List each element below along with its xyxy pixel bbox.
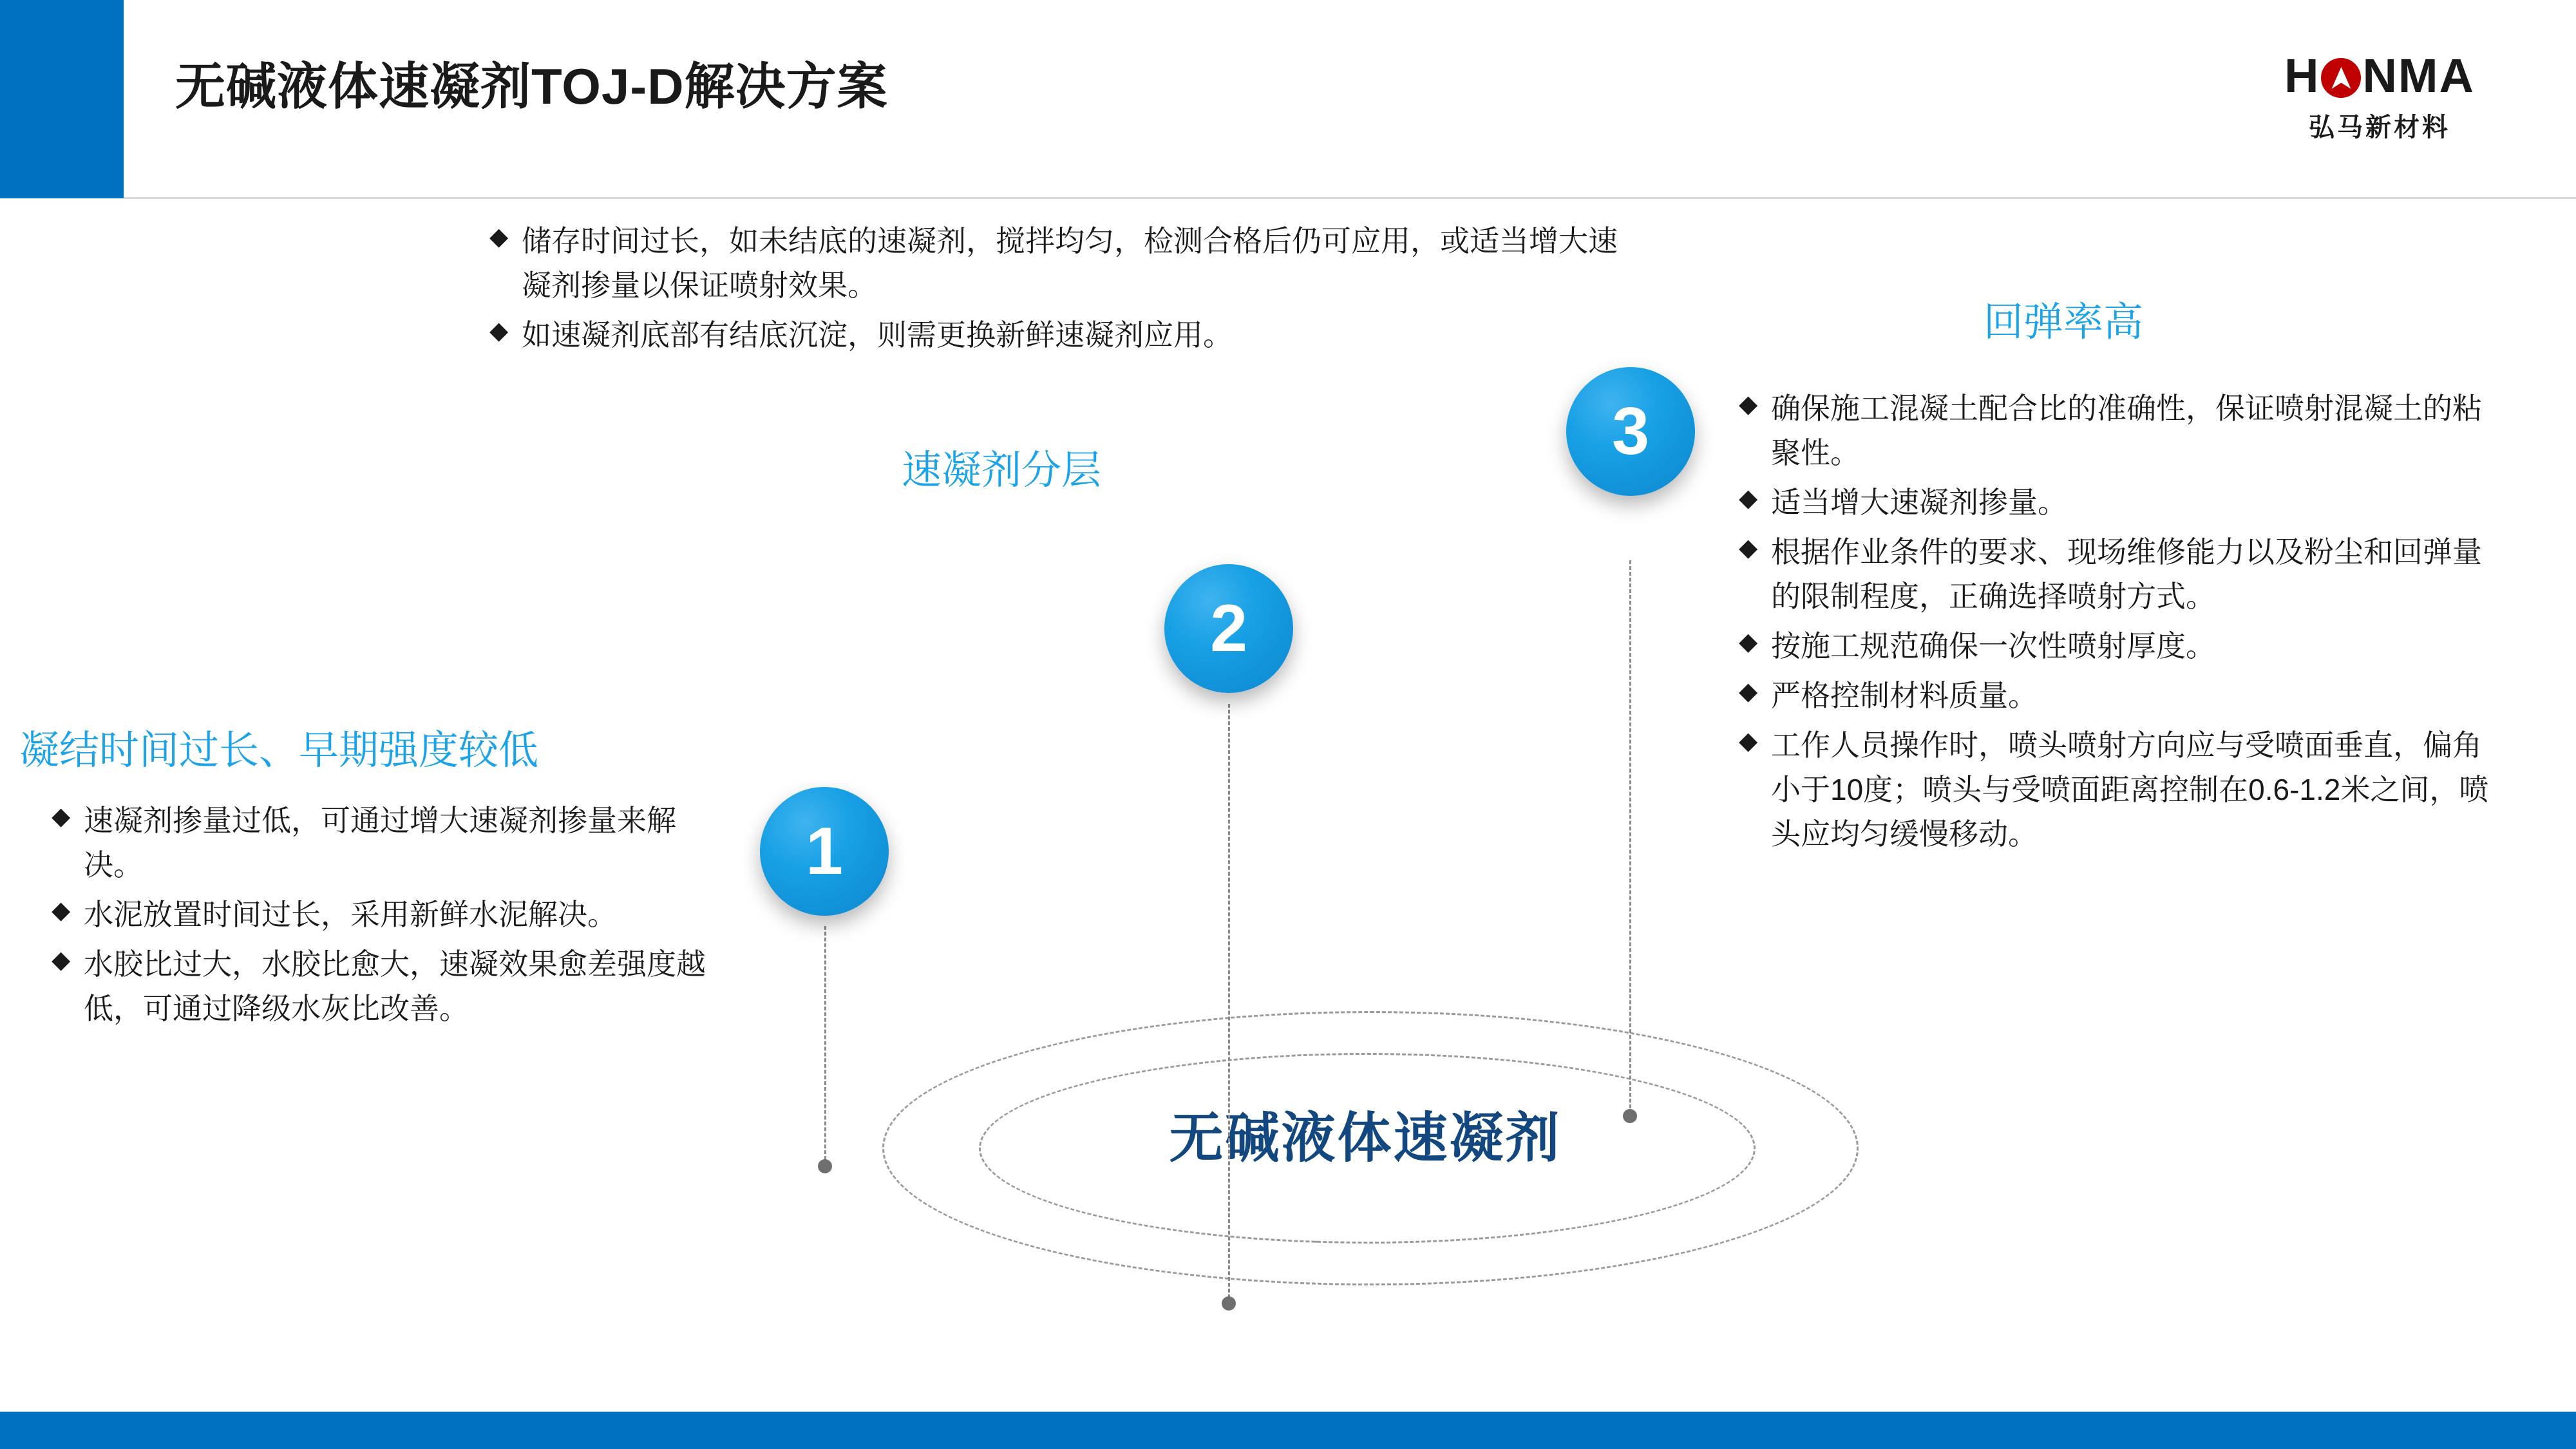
block-3-bullet-item: ◆ 严格控制材料质量。 [1739,674,2499,718]
pin-1-stem-dot [818,1159,832,1173]
block-1-bullet-item: ◆ 水泥放置时间过长，采用新鲜水泥解决。 [52,893,734,937]
block-3-bullet-item: ◆ 根据作业条件的要求、现场维修能力以及粉尘和回弹量的限制程度，正确选择喷射方式。 [1739,530,2499,619]
page-header [0,0,2576,198]
block-2-bullet-item: ◆ 如速凝剂底部有结底沉淀，则需更换新鲜速凝剂应用。 [489,313,1623,357]
block-2-title: 速凝剂分层 [902,448,1102,493]
pin-2-stem-dot [1222,1296,1236,1311]
pin-2-stem [1228,692,1230,1304]
block-1-bullet-item: ◆ 速凝剂掺量过低，可通过增大速凝剂掺量来解决。 [52,799,734,887]
pin-3-stem [1629,560,1631,1114]
logo-flame-icon [2321,58,2361,98]
diagram-center-label: 无碱液体速凝剂 [1169,1108,1562,1168]
page-footer [0,1412,2576,1449]
page-title: 无碱液体速凝剂TOJ-D解决方案 [175,58,888,115]
pin-marker-3-number: 3 [1612,394,1649,469]
block-3-bullets [1739,386,2499,862]
block-2-bullets [489,219,1623,363]
header-accent-block [0,0,124,198]
pin-marker-3[interactable] [1566,367,1695,496]
block-3-bullet-item: ◆ 按施工规范确保一次性喷射厚度。 [1739,624,2499,668]
logo-letter-h: H [2284,49,2320,102]
block-1-title: 凝结时间过长、早期强度较低 [19,728,539,773]
logo-wordmark [2248,50,2512,102]
header-divider [124,197,2576,199]
block-1-bullets [52,799,734,1036]
block-3-title: 回弹率高 [1984,300,2144,345]
pin-marker-1[interactable] [760,787,889,916]
pin-marker-2[interactable] [1164,564,1293,693]
block-2-bullet-item: ◆ 储存时间过长，如未结底的速凝剂，搅拌均匀，检测合格后仍可应用，或适当增大速凝剂掺量以保证喷射效果。 [489,219,1623,308]
pin-3-stem-dot [1623,1109,1637,1123]
company-logo [2248,50,2512,147]
pin-marker-2-number: 2 [1210,591,1247,666]
pin-marker-1-number: 1 [806,814,843,889]
block-3-bullet-item: ◆ 工作人员操作时，喷头喷射方向应与受喷面垂直，偏角小于10度；喷头与受喷面距离控制在0.6-1.2米之间，喷头应均匀缓慢移动。 [1739,723,2499,857]
pin-1-stem [824,914,826,1166]
block-3-bullet-item: ◆ 确保施工混凝土配合比的准确性，保证喷射混凝土的粘聚性。 [1739,386,2499,475]
block-3-bullet-item: ◆ 适当增大速凝剂掺量。 [1739,480,2499,525]
logo-letters-nma: NMA [2362,49,2475,102]
block-1-bullet-item: ◆ 水胶比过大，水胶比愈大，速凝效果愈差强度越低，可通过降级水灰比改善。 [52,942,734,1031]
logo-subtitle: 弘马新材料 [2309,113,2450,142]
